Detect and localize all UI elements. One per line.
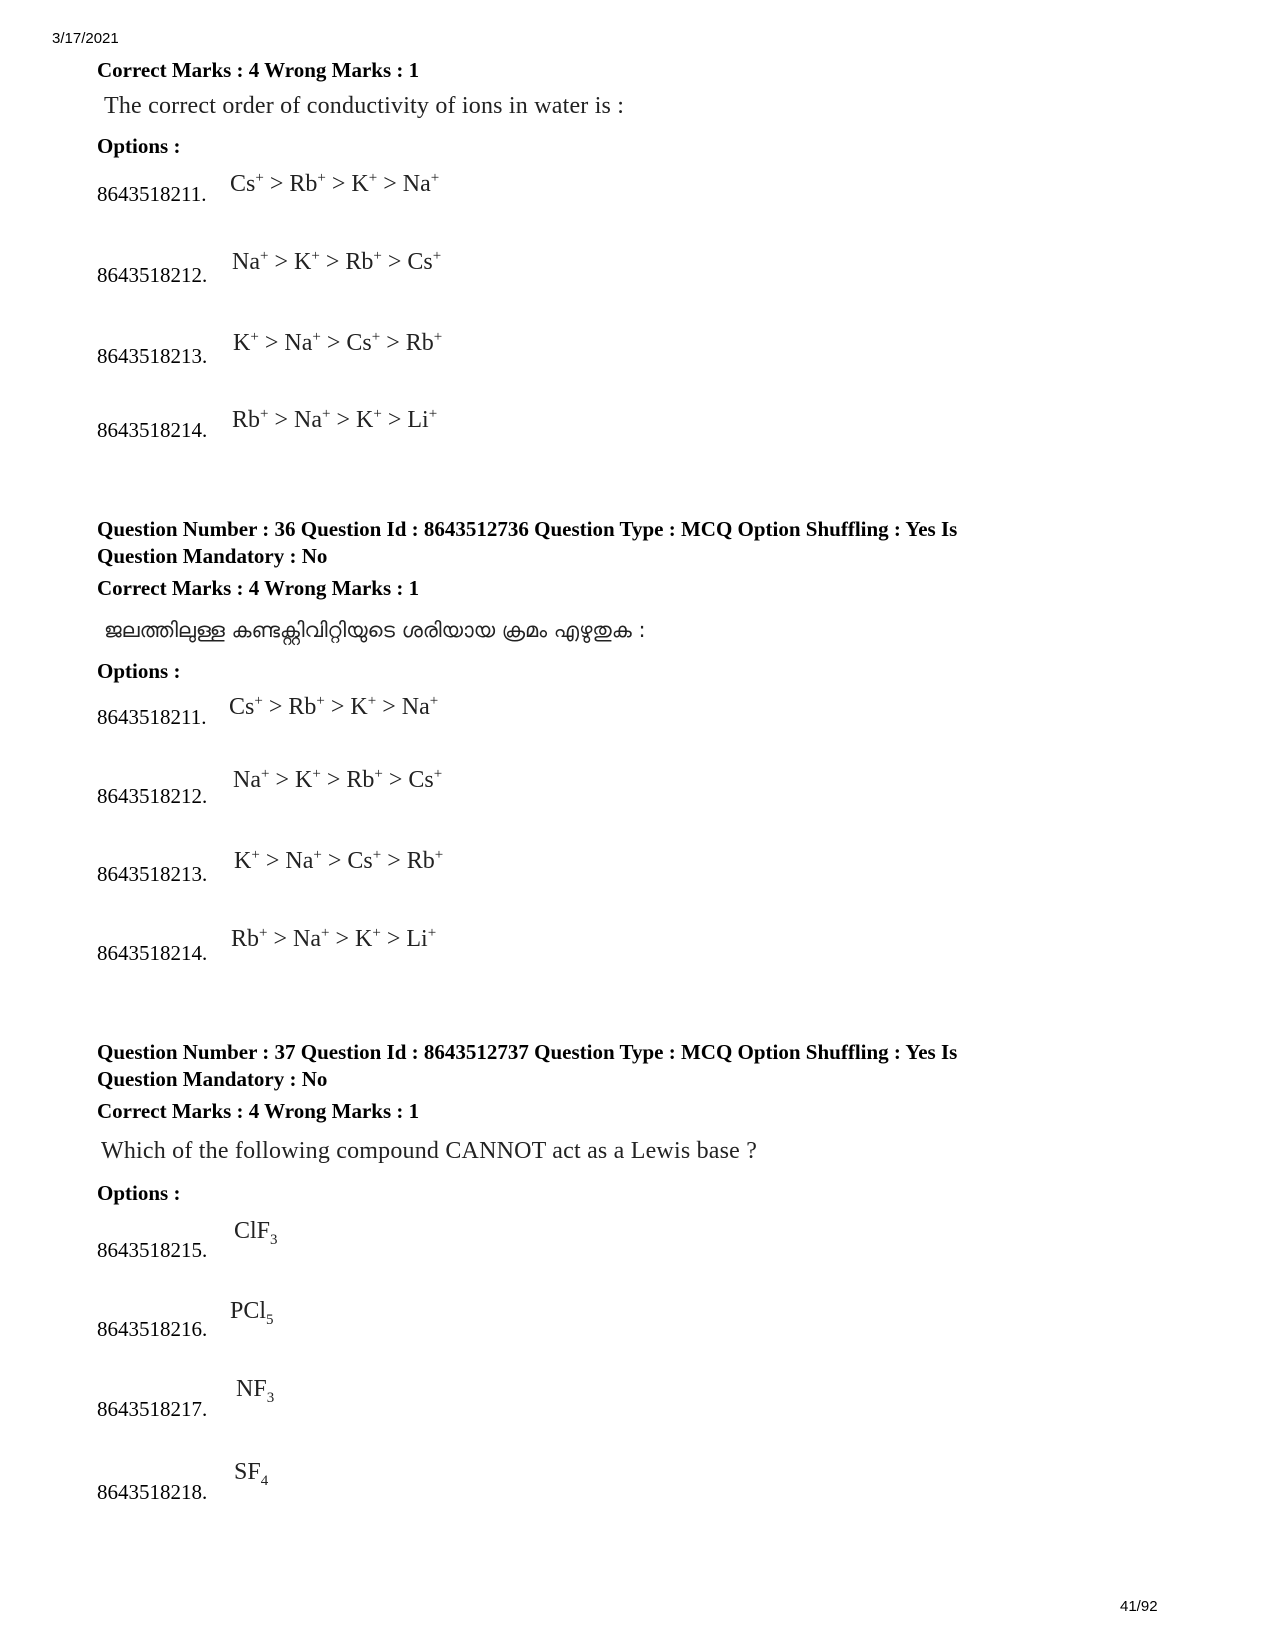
ion-symbol: Li xyxy=(407,407,429,433)
ion-charge: + xyxy=(373,406,382,422)
option-id: 8643518217. xyxy=(97,1397,208,1421)
ion-symbol: Na xyxy=(233,767,261,793)
ion-symbol: Cs xyxy=(229,694,255,720)
marks-line: Correct Marks : 4 Wrong Marks : 1 xyxy=(97,576,420,600)
greater-than-sign: > xyxy=(325,171,352,197)
ion-symbol: Cs xyxy=(408,767,434,793)
option-value: PCl$_5$ xyxy=(230,1298,274,1328)
ion-symbol: Rb xyxy=(346,767,375,793)
ion-symbol: K xyxy=(294,249,312,275)
greater-than-sign: > xyxy=(381,249,408,275)
ion-charge: + xyxy=(371,329,381,345)
option-value: $NF_3$ xyxy=(236,1376,275,1406)
ion-charge: + xyxy=(428,406,438,422)
question-header: Question Number : 36 Question Id : 8643512736 Question Type : MCQ Option Shuffling : Yes Is xyxy=(97,517,958,541)
ion-symbol: Rb xyxy=(406,848,435,874)
option-id: 8643518215. xyxy=(97,1238,208,1262)
ion-charge: + xyxy=(316,693,325,709)
ion-symbol: Rb xyxy=(288,694,317,720)
option-value xyxy=(231,925,436,953)
ion-symbol: Rb xyxy=(405,330,434,356)
greater-than-sign: > xyxy=(258,330,285,356)
option-value xyxy=(230,170,439,198)
ion-charge: + xyxy=(317,170,326,186)
ion-symbol: Cs xyxy=(347,848,373,874)
option-value: $SF_4$ xyxy=(234,1459,269,1489)
ion-charge: + xyxy=(432,248,442,264)
ion-charge: + xyxy=(374,766,383,782)
option-id: 8643518218. xyxy=(97,1480,208,1504)
ion-charge: + xyxy=(259,248,269,264)
ion-symbol: K xyxy=(350,694,368,720)
ion-charge: + xyxy=(313,847,322,863)
ion-symbol: Cs xyxy=(407,249,433,275)
ion-symbol: K xyxy=(295,767,313,793)
ion-symbol: Rb xyxy=(345,249,374,275)
ion-symbol: Na xyxy=(285,848,314,874)
greater-than-sign: > xyxy=(268,249,294,275)
options-label: Options : xyxy=(97,659,181,683)
ion-charge: + xyxy=(312,329,321,345)
option-id: 8643518211. xyxy=(97,705,207,729)
greater-than-sign: > xyxy=(381,848,407,874)
question-header: Question Mandatory : No xyxy=(97,1067,328,1091)
ion-charge: + xyxy=(311,248,320,264)
greater-than-sign: > xyxy=(267,926,294,952)
ion-symbol: Na xyxy=(294,407,323,433)
ion-symbol: K xyxy=(233,330,251,356)
greater-than-sign: > xyxy=(320,330,347,356)
ion-charge: + xyxy=(373,248,382,264)
option-value: ClF$_3$ xyxy=(234,1218,278,1248)
greater-than-sign: > xyxy=(381,407,408,433)
option-value xyxy=(233,766,442,794)
greater-than-sign: > xyxy=(259,848,286,874)
option-id: 8643518212. xyxy=(97,263,208,287)
ion-symbol: Na xyxy=(284,330,313,356)
greater-than-sign: > xyxy=(262,694,289,720)
ion-charge: + xyxy=(251,847,260,863)
greater-than-sign: > xyxy=(382,767,409,793)
ion-symbol: K xyxy=(356,407,374,433)
greater-than-sign: > xyxy=(330,407,357,433)
ion-charge: + xyxy=(368,170,378,186)
options-label: Options : xyxy=(97,134,181,158)
option-id: 8643518213. xyxy=(97,862,208,886)
ion-symbol: K xyxy=(355,926,373,952)
option-id: 8643518211. xyxy=(97,182,207,206)
question-text: Which of the following compound CANNOT act as a Lewis base ? xyxy=(101,1138,758,1164)
ion-charge: + xyxy=(322,406,331,422)
greater-than-sign: > xyxy=(376,694,402,720)
ion-charge: + xyxy=(255,170,264,186)
ion-charge: + xyxy=(372,925,381,941)
ion-charge: + xyxy=(321,925,330,941)
greater-than-sign: > xyxy=(268,407,295,433)
ion-charge: + xyxy=(427,925,437,941)
ion-charge: + xyxy=(312,766,321,782)
ion-charge: + xyxy=(434,847,444,863)
ion-symbol: Na xyxy=(293,926,322,952)
greater-than-sign: > xyxy=(380,330,406,356)
ion-charge: + xyxy=(260,406,269,422)
greater-than-sign: > xyxy=(321,848,348,874)
ion-charge: + xyxy=(260,766,270,782)
ion-symbol: Rb xyxy=(231,926,260,952)
greater-than-sign: > xyxy=(320,767,347,793)
question-text: ജലത്തിലുള്ള കണ്ടക്റ്റിവിറ്റിയുടെ ശരിയായ ക്രമം എഴുതുക : xyxy=(104,618,646,642)
ion-charge: + xyxy=(433,329,443,345)
print-date: 3/17/2021 xyxy=(52,30,119,47)
question-header: Question Mandatory : No xyxy=(97,544,328,568)
ion-symbol: Rb xyxy=(289,171,318,197)
ion-symbol: Na xyxy=(402,171,431,197)
option-value xyxy=(234,847,443,875)
option-id: 8643518213. xyxy=(97,344,208,368)
greater-than-sign: > xyxy=(269,767,295,793)
ion-symbol: Li xyxy=(406,926,428,952)
ion-charge: + xyxy=(429,693,439,709)
ion-symbol: Cs xyxy=(346,330,372,356)
greater-than-sign: > xyxy=(329,926,356,952)
option-value xyxy=(233,329,442,357)
ion-symbol: Cs xyxy=(230,171,256,197)
marks-line: Correct Marks : 4 Wrong Marks : 1 xyxy=(97,1099,420,1123)
ion-symbol: Na xyxy=(232,249,260,275)
option-id: 8643518214. xyxy=(97,941,208,965)
option-id: 8643518212. xyxy=(97,784,208,808)
page-number: 41/92 xyxy=(1120,1598,1158,1615)
ion-symbol: K xyxy=(351,171,369,197)
greater-than-sign: > xyxy=(377,171,403,197)
option-id: 8643518214. xyxy=(97,418,208,442)
question-header: Question Number : 37 Question Id : 8643512737 Question Type : MCQ Option Shuffling : Yes Is xyxy=(97,1040,958,1064)
ion-charge: + xyxy=(250,329,259,345)
option-value xyxy=(232,248,441,276)
greater-than-sign: > xyxy=(380,926,407,952)
greater-than-sign: > xyxy=(263,171,290,197)
ion-charge: + xyxy=(433,766,443,782)
marks-line: Correct Marks : 4 Wrong Marks : 1 xyxy=(97,58,420,82)
question-text: The correct order of conductivity of ions in water is : xyxy=(104,93,625,119)
greater-than-sign: > xyxy=(319,249,346,275)
ion-symbol: Rb xyxy=(232,407,261,433)
option-value xyxy=(232,406,437,434)
ion-charge: + xyxy=(254,693,263,709)
ion-charge: + xyxy=(259,925,268,941)
ion-symbol: Na xyxy=(401,694,430,720)
options-label: Options : xyxy=(97,1181,181,1205)
option-value xyxy=(229,693,438,721)
ion-charge: + xyxy=(367,693,377,709)
ion-charge: + xyxy=(372,847,382,863)
ion-symbol: K xyxy=(234,848,252,874)
ion-charge: + xyxy=(430,170,440,186)
option-id: 8643518216. xyxy=(97,1317,208,1341)
greater-than-sign: > xyxy=(324,694,351,720)
